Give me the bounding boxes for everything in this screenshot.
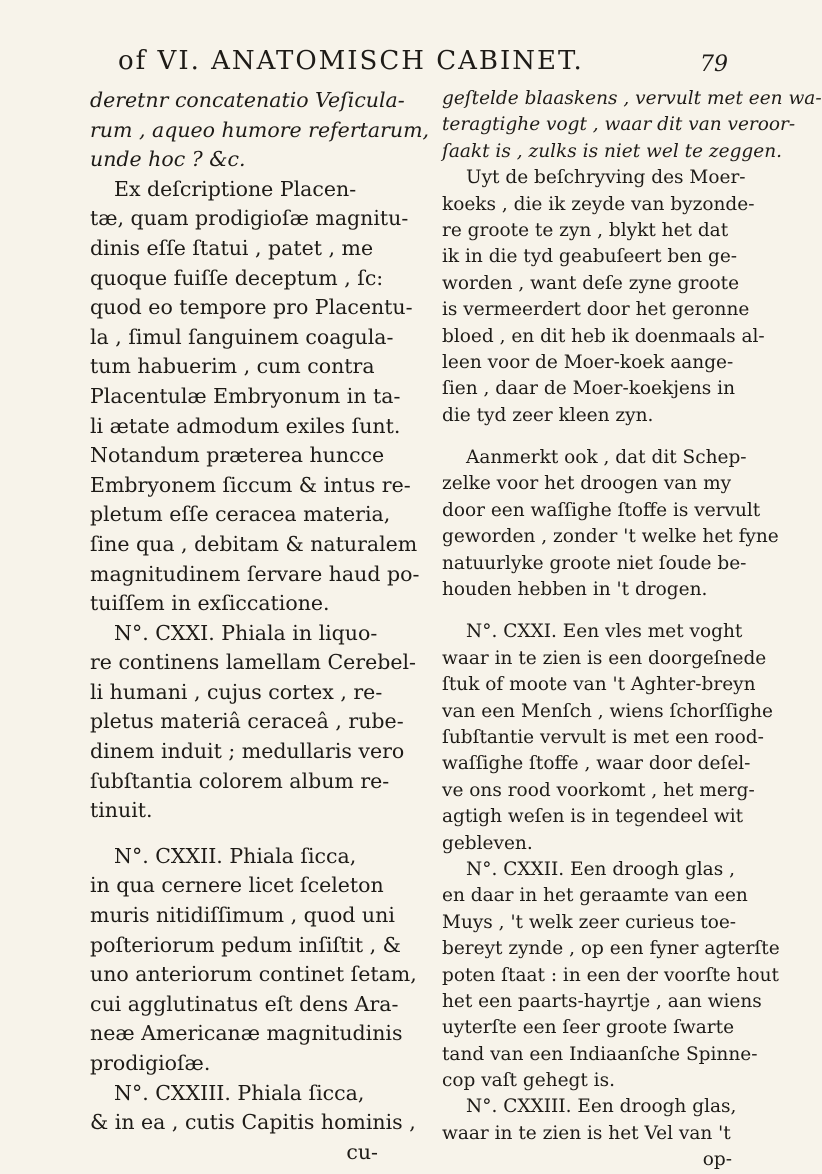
text-line: bloed , en dit heb ik doenmaals al-	[442, 325, 765, 347]
text-line: muris nitidiſſimum , quod uni	[90, 903, 395, 928]
text-line: koeks , die ik zeyde van byzonde-	[442, 193, 755, 215]
text-line: ſien , daar de Moer-koekjens in	[442, 378, 736, 400]
text-line: unde hoc ? &c.	[90, 147, 246, 172]
text-line: waſſighe ſtoffe , waar door deſel-	[442, 753, 751, 775]
text-line: ſtuk of moote van 't Aghter-breyn	[442, 674, 756, 696]
text-line: N°. CXXII. Een droogh glas ,	[466, 858, 735, 880]
text-line: van een Menſch , wiens ſchorſſighe	[442, 700, 773, 722]
paragraph-gap	[442, 603, 742, 619]
text-line: tinuit.	[90, 798, 153, 823]
text-line: het een paarts-hayrtje , aan wiens	[442, 990, 762, 1012]
text-line: in qua cernere licet ſceleton	[90, 873, 384, 898]
text-line: natuurlyke groote niet ſoude be-	[442, 552, 747, 574]
text-line: tæ, quam prodigioſæ magnitu-	[90, 206, 409, 231]
page-number: 79	[700, 52, 728, 77]
text-line: leen voor de Moer-koek aange-	[442, 351, 734, 373]
text-line: waar in te zien is het Vel van 't	[442, 1122, 731, 1144]
text-line: gebleven.	[442, 832, 533, 854]
text-line: en daar in het geraamte van een	[442, 885, 748, 907]
text-line: li ætate admodum exiles ſunt.	[90, 413, 401, 438]
text-line: ve ons rood voorkomt , het merg-	[442, 779, 755, 801]
text-line: dinis eſſe ſtatui , patet , me	[90, 235, 374, 260]
text-line: Aanmerkt ook , dat dit Schep-	[466, 447, 747, 469]
text-line: door een waſſighe ſtoffe is vervult	[442, 499, 761, 521]
text-line: agtigh weſen is in tegendeel wit	[442, 806, 744, 828]
text-line: zelke voor het droogen van my	[442, 473, 732, 495]
text-line: rum , aqueo humore refertarum,	[90, 117, 430, 142]
text-line: ſubſtantia colorem album re-	[90, 768, 390, 793]
text-line: la , ſimul ſanguinem coagula-	[90, 324, 394, 349]
text-line: is vermeerdert door het geronne	[442, 299, 750, 321]
text-line: neæ Americanæ magnitudinis	[90, 1021, 403, 1046]
text-line: deretnr concatenatio Veſicula-	[90, 88, 405, 112]
text-line: N°. CXXII. Phiala ſicca,	[114, 843, 357, 868]
text-line: pletum eſſe ceracea materia,	[90, 502, 391, 527]
paragraph-gap	[90, 826, 388, 842]
text-line: N°. CXXIII. Een droogh glas,	[466, 1096, 737, 1118]
text-line: ſine qua , debitam & naturalem	[90, 531, 418, 556]
text-line: quoque fuiſſe deceptum , ſc:	[90, 265, 384, 290]
text-line: bereyt zynde , op een fyner agterſte	[442, 938, 780, 960]
dutch-column	[442, 86, 822, 1174]
text-line: re groote te zyn , blykt het dat	[442, 219, 729, 241]
text-line: Muys , 't welk zeer curieus toe-	[442, 911, 737, 933]
text-line: re continens lamellam Cerebel-	[90, 650, 416, 675]
text-line: li humani , cujus cortex , re-	[90, 679, 383, 704]
text-line: N°. CXXI. Een vles met voght	[466, 621, 743, 643]
text-line: Ex deſcriptione Placen-	[114, 176, 357, 201]
text-line: dinem induit ; medullaris vero	[90, 739, 405, 764]
text-line: worden , want deſe zyne groote	[442, 272, 740, 294]
text-line: Uyt de beſchryving des Moer-	[466, 167, 746, 189]
text-line: waar in te zien is een doorgeſnede	[442, 647, 767, 669]
text-line: Notandum præterea huncce	[90, 443, 385, 468]
catchword: cu-	[346, 1139, 378, 1164]
text-line: tuiſſem in exſiccatione.	[90, 591, 330, 616]
running-head	[118, 46, 728, 76]
text-line: Placentulæ Embryonum in ta-	[90, 383, 401, 408]
text-line: geworden , zonder 't welke het fyne	[442, 526, 779, 548]
catchword: op-	[702, 1149, 732, 1171]
text-line: houden hebben in 't drogen.	[442, 579, 708, 601]
text-line: teragtighe vogt , waar dit van veroor-	[442, 114, 796, 136]
text-line: ſaakt is , zulks is niet wel te zeggen.	[442, 140, 783, 162]
text-line: tand van een Indiaanſche Spinne-	[442, 1043, 758, 1065]
text-line: cui agglutinatus eſt dens Ara-	[90, 991, 399, 1016]
text-line: ſubſtantie vervult is met een rood-	[442, 726, 764, 748]
text-line: uyterſte een ſeer groote ſwarte	[442, 1017, 735, 1039]
text-line: geſtelde blaaskens , vervult met een wa-	[442, 88, 822, 109]
text-line: cop vaſt gehegt is.	[442, 1070, 615, 1092]
latin-column	[90, 86, 430, 1167]
text-line: & in ea , cutis Capitis hominis ,	[90, 1110, 416, 1135]
text-line: uno anteriorum continet ſetam,	[90, 962, 417, 987]
text-line: poten ſtaat : in een der voorſte hout	[442, 964, 779, 986]
paragraph-gap	[442, 429, 742, 445]
text-line: poſteriorum pedum inſiſtit , &	[90, 932, 401, 957]
text-line: N°. CXXI. Phiala in liquo-	[114, 620, 378, 645]
text-line: tum habuerim , cum contra	[90, 354, 375, 379]
text-line: N°. CXXIII. Phiala ſicca,	[114, 1080, 365, 1105]
text-line: magnitudinem ſervare haud po-	[90, 561, 420, 586]
text-line: Embryonem ſiccum & intus re-	[90, 472, 411, 497]
text-line: prodigioſæ.	[90, 1051, 211, 1075]
text-line: quod eo tempore pro Placentu-	[90, 295, 413, 320]
text-line: pletus materiâ ceraceâ , rube-	[90, 709, 404, 734]
text-line: ik in die tyd geabuſeert ben ge-	[442, 246, 738, 268]
text-line: die tyd zeer kleen zyn.	[442, 404, 654, 426]
running-title: of VI. ANATOMISCH CABINET.	[118, 46, 584, 76]
